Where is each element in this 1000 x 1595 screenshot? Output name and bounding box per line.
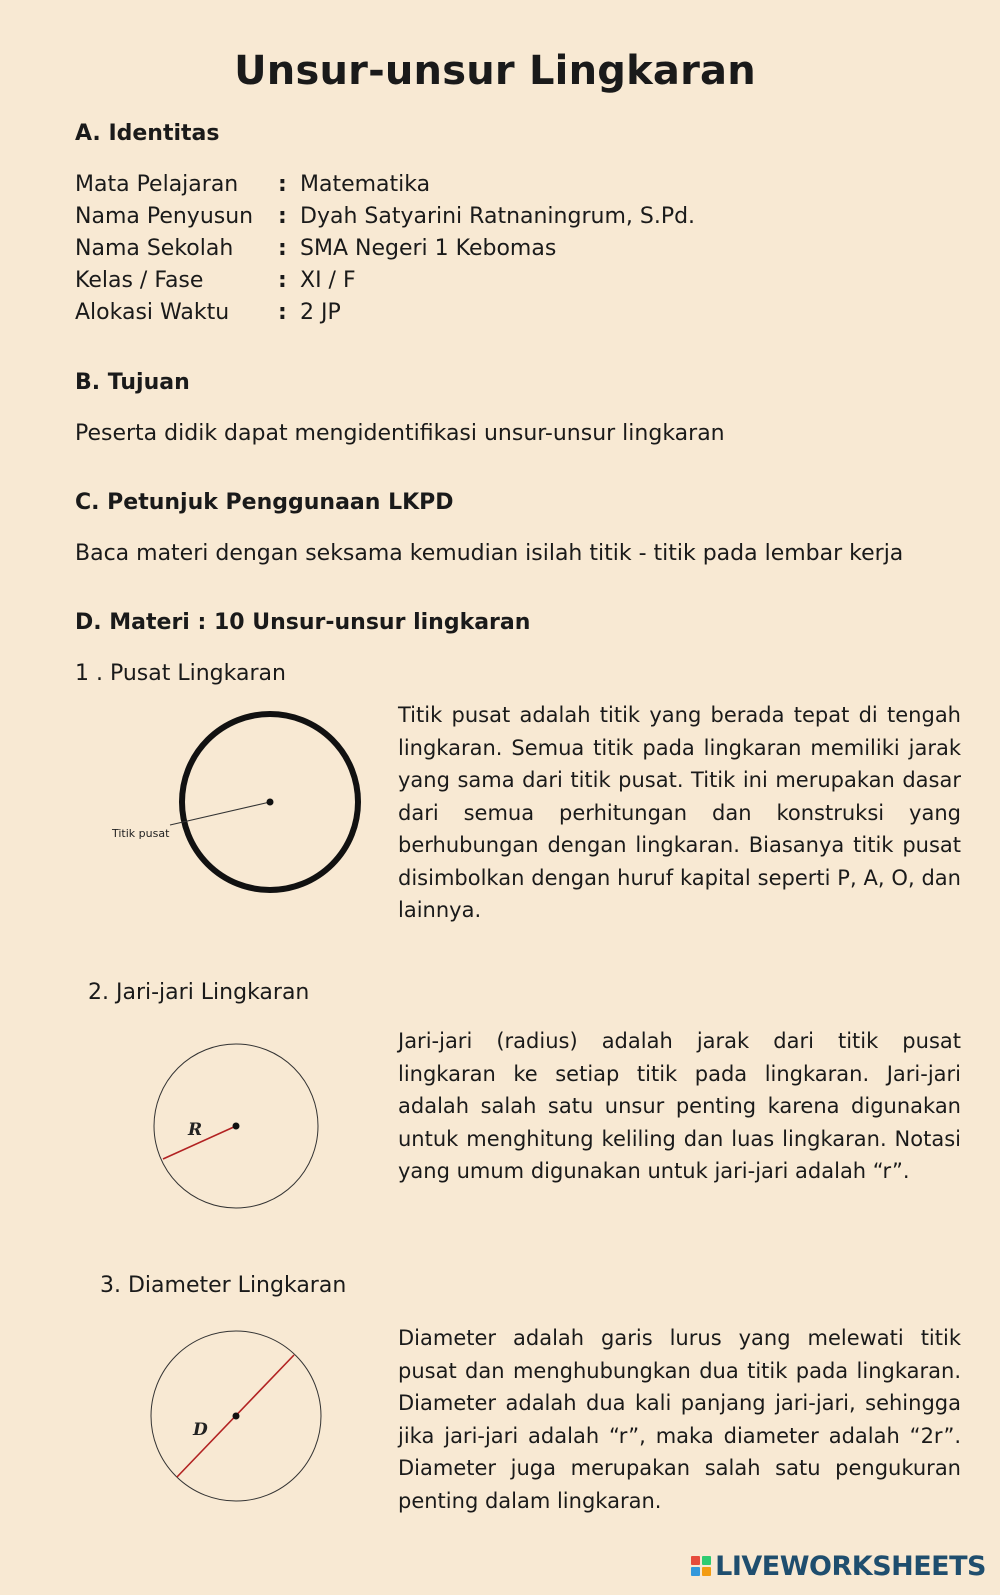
identity-colon: : [278,172,287,197]
materi-item-title: 2. Jari-jari Lingkaran [88,980,310,1005]
page-title: Unsur-unsur Lingkaran [234,48,756,94]
materi-item-title: 3. Diameter Lingkaran [100,1273,347,1298]
identity-value: SMA Negeri 1 Kebomas [300,236,557,261]
logo-mark-icon [691,1556,711,1576]
section-heading-identitas: A. Identitas [75,121,220,146]
identity-label: Mata Pelajaran [75,172,239,197]
identity-colon: : [278,268,287,293]
circle-center-figure [100,705,370,905]
tujuan-text: Peserta didik dapat mengidentifikasi unsur-unsur lingkaran [75,421,725,446]
logo-text: LIVEWORKSHEETS [715,1550,986,1582]
identity-colon: : [278,204,287,229]
section-heading-tujuan: B. Tujuan [75,370,190,395]
liveworksheets-logo [691,1548,986,1584]
identity-label: Kelas / Fase [75,268,204,293]
diameter-label: D [193,1420,208,1440]
center-point [233,1413,240,1420]
materi-item-text: Titik pusat adalah titik yang berada tepat di tengah lingkaran. Semua titik pada lingkaran memiliki jarak yang sama dari titik pusat. Titik ini merupakan dasar dari semua perhitungan dan konstruksi yang berhubungan dengan lingkaran. Biasanya titik pusat disimbolkan dengan huruf kapital seperti P, A, O, dan lainnya. [398,703,961,922]
identity-colon: : [278,300,287,325]
identity-value: 2 JP [300,300,341,325]
section-heading-petunjuk: C. Petunjuk Penggunaan LKPD [75,490,454,515]
petunjuk-text: Baca materi dengan seksama kemudian isilah titik - titik pada lembar kerja [75,541,904,566]
identity-value: Matematika [300,172,431,197]
center-point-label: Titik pusat [112,827,170,840]
radius-figure [140,1030,340,1210]
identity-label: Alokasi Waktu [75,300,230,325]
materi-item-text: Diameter adalah garis lurus yang melewati titik pusat dan menghubungkan dua titik pada lingkaran. Diameter adalah dua kali panjang jari-jari, sehingga jika jari-jari adalah “r”, maka diameter adalah “2r”. Diameter juga merupakan salah satu pengukuran penting dalam lingkaran. [398,1326,961,1513]
identity-colon: : [278,236,287,261]
center-point [267,799,274,806]
materi-item-text: Jari-jari (radius) adalah jarak dari titik pusat lingkaran ke setiap titik pada lingkaran. Jari-jari adalah salah satu unsur penting karena digunakan untuk menghitung keliling dan luas lingkaran. Notasi yang umum digunakan untuk jari-jari adalah “r”. [398,1029,961,1183]
center-point [233,1123,240,1130]
section-heading-materi: D. Materi : 10 Unsur-unsur lingkaran [75,610,531,635]
radius-label: R [188,1120,203,1140]
identity-value: Dyah Satyarini Ratnaningrum, S.Pd. [300,204,696,229]
identity-label: Nama Penyusun [75,204,254,229]
identity-label: Nama Sekolah [75,236,234,261]
materi-item-title: 1 . Pusat Lingkaran [75,661,286,686]
identity-value: XI / F [300,268,356,293]
diameter-figure [140,1320,340,1510]
